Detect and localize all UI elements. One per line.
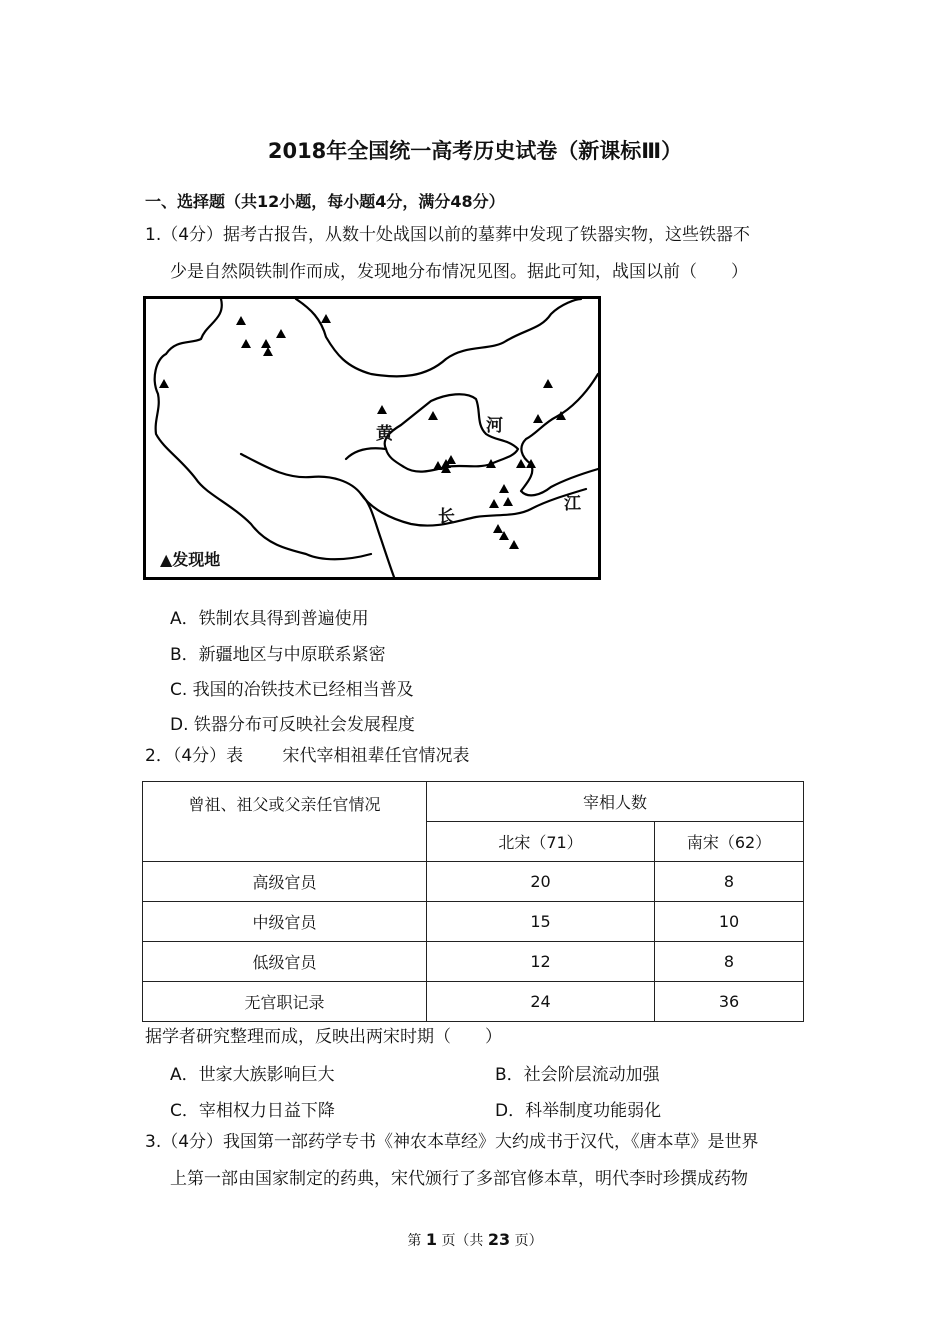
table-cell-south: 8	[655, 862, 804, 902]
table-cell-label: 无官职记录	[143, 982, 427, 1022]
yellow-river-west	[346, 448, 386, 459]
discovery-markers	[159, 314, 566, 549]
q1-option-b[interactable]: B．新疆地区与中原联系紧密	[170, 645, 386, 665]
map-label-chang: 长	[438, 507, 455, 527]
table-cell-label: 高级官员	[143, 862, 427, 902]
find-site	[446, 455, 456, 464]
find-site	[236, 316, 246, 325]
section-heading: 一、选择题（共12小题，每小题4分，满分48分）	[145, 192, 505, 211]
find-site	[276, 329, 286, 338]
q1-stem-line1: 1.（4分）据考古报告，从数十处战国以前的墓葬中发现了铁器实物，这些铁器不	[145, 225, 751, 245]
q1-option-d[interactable]: D. 铁器分布可反映社会发展程度	[170, 715, 415, 735]
q1-option-a[interactable]: A．铁制农具得到普遍使用	[170, 609, 369, 629]
border-north	[155, 299, 371, 559]
q1-option-c[interactable]: C. 我国的冶铁技术已经相当普及	[170, 680, 414, 700]
table-cell-south: 36	[655, 982, 804, 1022]
yangtze-tributary	[361, 494, 394, 577]
find-site	[261, 339, 271, 348]
map-label-huang: 黄	[376, 424, 393, 444]
footer-middle: 页（共	[441, 1233, 484, 1249]
page-footer	[0, 1230, 950, 1250]
find-site	[503, 497, 513, 506]
find-site	[428, 411, 438, 420]
table-header-north: 北宋（71）	[427, 822, 655, 862]
coastline	[521, 374, 598, 495]
table-row	[143, 862, 804, 902]
table-header-south: 南宋（62）	[655, 822, 804, 862]
find-site	[489, 499, 499, 508]
find-site	[433, 461, 443, 470]
map-label-jiang: 江	[564, 494, 581, 514]
border-northeast	[296, 299, 581, 376]
find-site	[377, 405, 387, 414]
table-header-group: 宰相人数	[427, 782, 804, 822]
table-cell-north: 20	[427, 862, 655, 902]
table-header-ancestry: 曾祖、祖父或父亲任官情况	[143, 782, 427, 862]
table-cell-north: 15	[427, 902, 655, 942]
find-site	[263, 347, 273, 356]
table-cell-south: 10	[655, 902, 804, 942]
table-row	[143, 902, 804, 942]
table-cell-label: 低级官员	[143, 942, 427, 982]
table-row	[143, 942, 804, 982]
map-drawing	[146, 299, 598, 577]
find-site	[321, 314, 331, 323]
iron-discovery-map	[143, 296, 601, 580]
page-title: 2018年全国统一高考历史试卷（新课标Ⅲ）	[267, 139, 683, 163]
footer-page-number: 1	[425, 1230, 437, 1249]
table-cell-label: 中级官员	[143, 902, 427, 942]
find-site	[533, 414, 543, 423]
footer-suffix: 页）	[514, 1233, 543, 1249]
q2-source-note: 据学者研究整理而成，反映出两宋时期（ ）	[145, 1027, 502, 1047]
find-site	[516, 459, 526, 468]
table-cell-north: 24	[427, 982, 655, 1022]
q3-stem-line1: 3.（4分）我国第一部药学专书《神农本草经》大约成书于汉代，《唐本草》是世界	[145, 1132, 759, 1152]
find-site	[543, 379, 553, 388]
table-cell-north: 12	[427, 942, 655, 982]
map-legend: ▲发现地	[160, 550, 221, 569]
song-chancellor-table	[142, 781, 804, 1022]
table-cell-south: 8	[655, 942, 804, 982]
find-site	[499, 484, 509, 493]
find-site	[493, 524, 503, 533]
yangtze-river	[241, 454, 586, 526]
footer-prefix: 第	[407, 1233, 422, 1249]
find-site	[241, 339, 251, 348]
footer-total-pages: 23	[487, 1230, 511, 1249]
find-site	[159, 379, 169, 388]
q2-option-a[interactable]: A．世家大族影响巨大	[170, 1065, 335, 1085]
q2-option-b[interactable]: B．社会阶层流动加强	[495, 1065, 660, 1085]
q2-option-c[interactable]: C．宰相权力日益下降	[170, 1101, 335, 1121]
q2-option-d[interactable]: D．科举制度功能弱化	[495, 1101, 662, 1121]
q2-stem: 2．（4分）表 宋代宰相祖辈任官情况表	[145, 746, 470, 766]
table-row	[143, 982, 804, 1022]
map-label-he: 河	[486, 416, 503, 436]
q3-stem-line2: 上第一部由国家制定的药典，宋代颁行了多部官修本草，明代李时珍撰成药物	[170, 1169, 748, 1189]
q1-stem-line2: 少是自然陨铁制作而成，发现地分布情况见图。据此可知，战国以前（ ）	[170, 262, 748, 282]
find-site	[509, 540, 519, 549]
